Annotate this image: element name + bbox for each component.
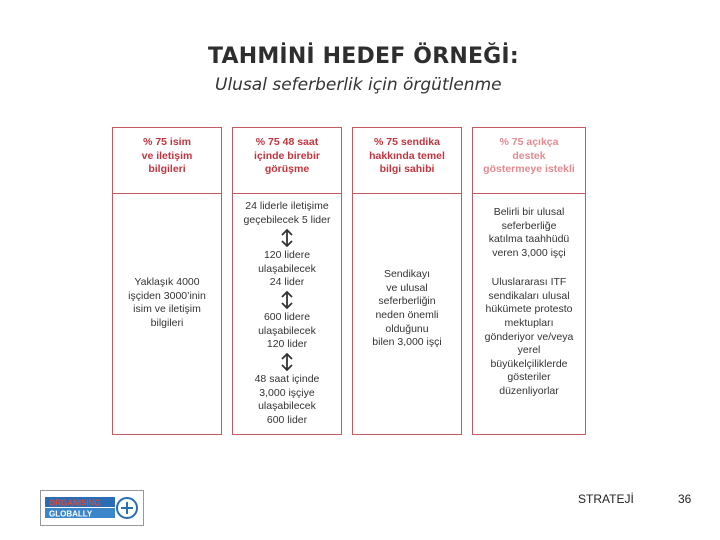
double-arrow-icon — [280, 229, 294, 247]
step-text: 48 saat içinde 3,000 işçiye ulaşabilecek 600 lider — [254, 373, 320, 426]
logo-text-line2: GLOBALLY — [49, 509, 93, 519]
page-number: 36 — [678, 492, 692, 506]
column-header — [113, 128, 221, 194]
step-text: 120 lidere ulaşabilecek 24 lider — [258, 249, 316, 289]
column-header — [473, 128, 585, 194]
column-header-text: % 75 sendika hakkında temel bilgi sahibi — [369, 136, 445, 176]
column-union-knowledge — [352, 127, 462, 435]
step-text: 600 lidere ulaşabilecek 120 lider — [258, 311, 316, 351]
step-text: 24 liderle iletişime geçebilecek 5 lider — [243, 200, 331, 226]
organising-globally-logo — [40, 490, 144, 526]
column-header-text: % 75 48 saat içinde birebir görüşme — [254, 136, 320, 176]
column-open-support — [472, 127, 586, 435]
column-body-text: Sendikayı ve ulusal seferberliğin neden önemli olduğunu bilen 3,000 işçi — [372, 268, 442, 349]
column-body-text: Yaklaşık 4000 işçiden 3000’inin isim ve iletişim bilgileri — [128, 276, 206, 329]
logo-graphic — [41, 491, 143, 525]
section-label: STRATEJİ — [578, 492, 634, 506]
column-header — [233, 128, 341, 194]
double-arrow-icon — [280, 353, 294, 371]
column-one-on-one — [232, 127, 342, 435]
logo-text-line1: ORGANISING — [49, 498, 101, 508]
page-title: TAHMİNİ HEDEF ÖRNEĞİ: — [208, 44, 519, 69]
column-names-contacts — [112, 127, 222, 435]
column-body-text: Belirli bir ulusal seferberliğe katılma taahhüdü veren 3,000 işçi — [488, 206, 570, 259]
page-subtitle: Ulusal seferberlik için örgütlenme — [215, 75, 502, 95]
column-body-text: Uluslararası ITF sendikaları ulusal hükümete protesto mektupları gönderiyor ve/veya yerel büyükelçiliklerde gösteriler düzenliyorlar — [484, 276, 574, 398]
double-arrow-icon — [280, 291, 294, 309]
column-header — [353, 128, 461, 194]
column-header-text: % 75 açıkça destek göstermeye istekli — [483, 136, 575, 176]
column-header-text: % 75 isim ve iletişim bilgileri — [141, 136, 193, 176]
